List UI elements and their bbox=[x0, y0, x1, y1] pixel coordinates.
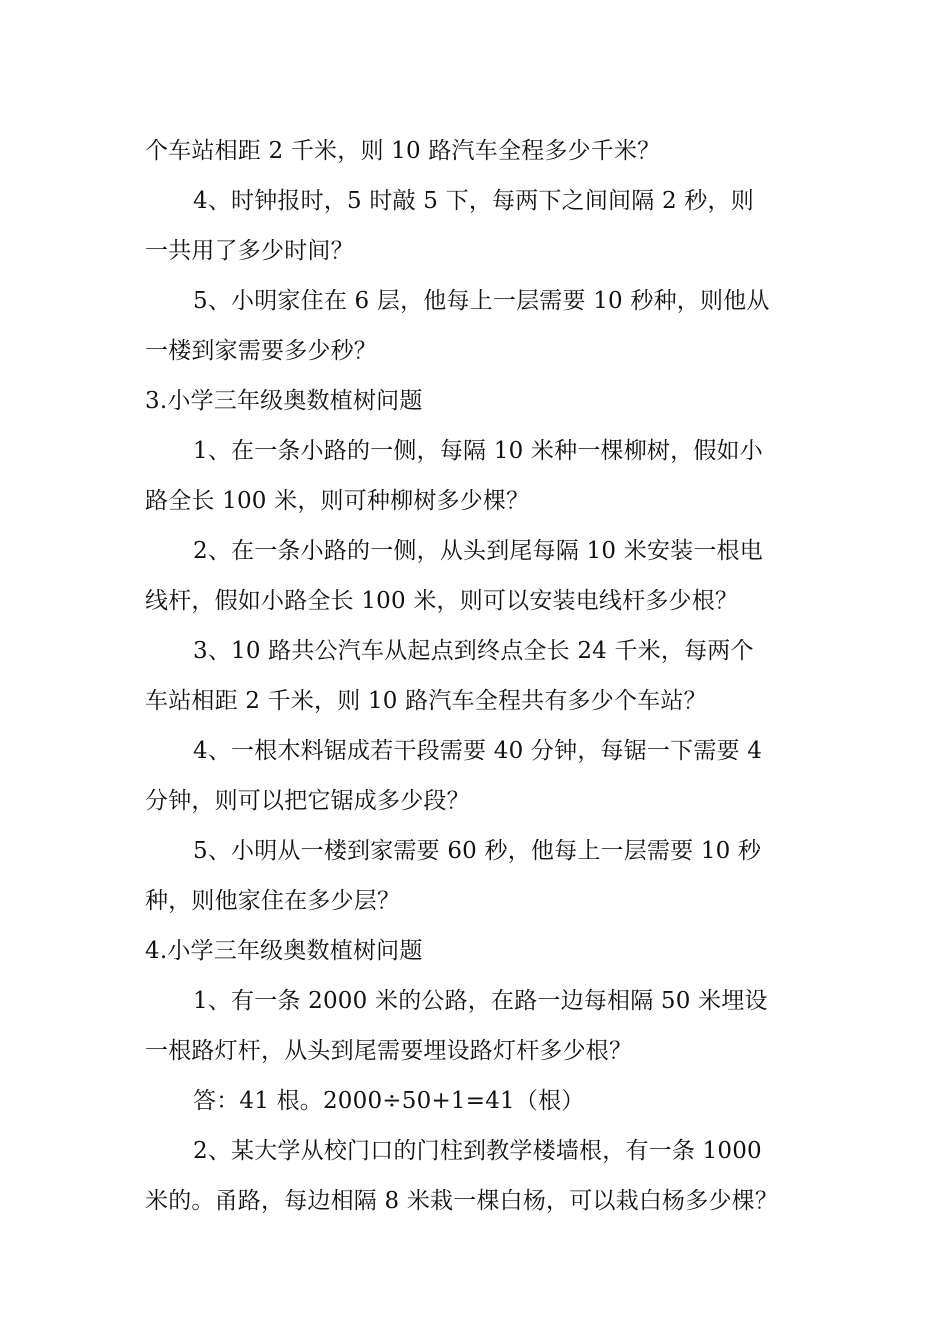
text-line: 1、有一条 2000 米的公路，在路一边每相隔 50 米埋设 bbox=[193, 988, 768, 1014]
section-heading: 4.小学三年级奥数植树问题 bbox=[145, 938, 423, 964]
text-line: 一根路灯杆，从头到尾需要埋设路灯杆多少根？ bbox=[145, 1038, 633, 1064]
text-line: 米的。甬路，每边相隔 8 米栽一棵白杨，可以栽白杨多少棵？ bbox=[145, 1188, 779, 1214]
text-line: 个车站相距 2 千米，则 10 路汽车全程多少千米？ bbox=[145, 138, 661, 164]
text-line: 5、小明家住在 6 层，他每上一层需要 10 秒种，则他从 bbox=[193, 288, 770, 314]
text-line: 1、在一条小路的一侧，每隔 10 米种一棵柳树，假如小 bbox=[193, 438, 763, 464]
text-line: 4、时钟报时，5 时敲 5 下，每两下之间间隔 2 秒，则 bbox=[193, 188, 754, 214]
document-body bbox=[145, 126, 815, 1226]
text-line: 4、一根木料锯成若干段需要 40 分钟，每锯一下需要 4 bbox=[193, 738, 763, 764]
text-line: 车站相距 2 千米，则 10 路汽车全程共有多少个车站？ bbox=[145, 688, 707, 714]
text-line: 2、某大学从校门口的门柱到教学楼墙根，有一条 1000 bbox=[193, 1138, 762, 1164]
section-heading: 3.小学三年级奥数植树问题 bbox=[145, 388, 423, 414]
answer-line: 答：41 根。2000÷50+1=41（根） bbox=[193, 1088, 585, 1114]
text-line: 分钟，则可以把它锯成多少段？ bbox=[145, 788, 470, 814]
text-line: 线杆，假如小路全长 100 米，则可以安装电线杆多少根？ bbox=[145, 588, 739, 614]
text-line: 一共用了多少时间？ bbox=[145, 238, 354, 264]
text-line: 3、10 路共公汽车从起点到终点全长 24 千米，每两个 bbox=[193, 638, 754, 664]
text-line: 路全长 100 米，则可种柳树多少棵？ bbox=[145, 488, 530, 514]
text-line: 一楼到家需要多少秒？ bbox=[145, 338, 377, 364]
text-line: 种，则他家住在多少层？ bbox=[145, 888, 401, 914]
text-line: 2、在一条小路的一侧，从头到尾每隔 10 米安装一根电 bbox=[193, 538, 763, 564]
text-line: 5、小明从一楼到家需要 60 秒，他每上一层需要 10 秒 bbox=[193, 838, 762, 864]
